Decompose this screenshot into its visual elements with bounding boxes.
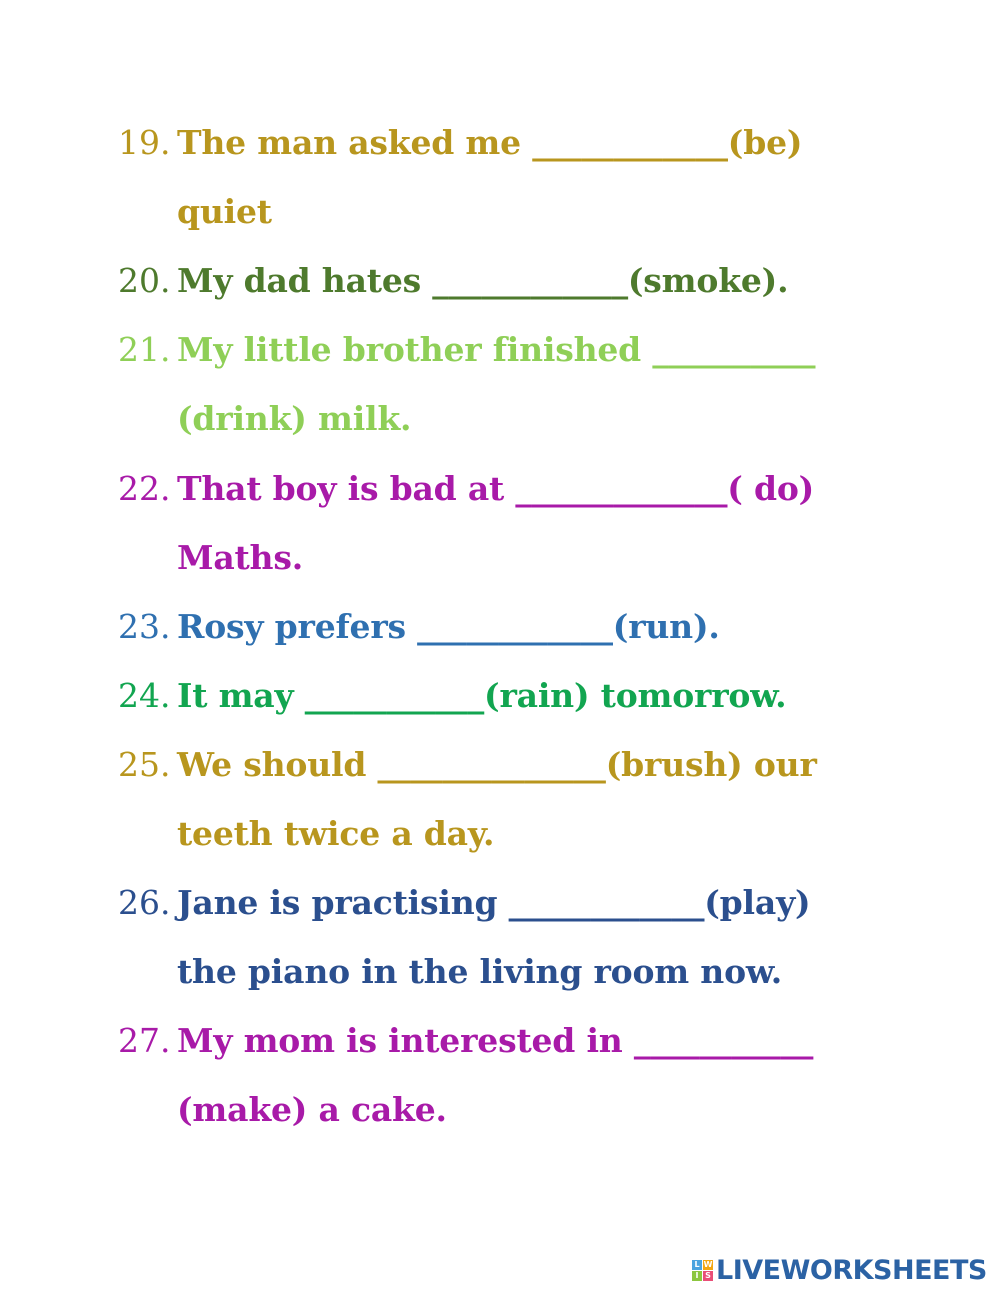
item-number: 22. (118, 469, 171, 508)
item-text: That boy is bad at _____________( do) (177, 469, 815, 508)
item-text: (make) a cake. (177, 1090, 447, 1129)
logo-mark-cell: I (692, 1271, 702, 1281)
logo-text: LIVEWORKSHEETS (716, 1254, 987, 1286)
item-number: 24. (118, 676, 171, 715)
item-text: Rosy prefers ____________(run). (177, 607, 720, 646)
item-number: 19. (118, 123, 171, 162)
logo-mark-cell: S (703, 1271, 713, 1281)
item-number: 27. (118, 1021, 171, 1060)
item-text: My dad hates ____________(smoke). (177, 261, 789, 300)
item-text: We should ______________(brush) our (177, 745, 817, 784)
item-text: (drink) milk. (177, 399, 412, 438)
liveworksheets-logo (692, 1253, 987, 1287)
item-text: It may ___________(rain) tomorrow. (177, 676, 787, 715)
item-text: Jane is practising ____________(play) (177, 883, 811, 922)
item-text: My mom is interested in ___________ (177, 1021, 814, 1060)
item-number: 21. (118, 330, 171, 369)
item-number: 25. (118, 745, 171, 784)
item-text: the piano in the living room now. (177, 952, 783, 991)
item-text: teeth twice a day. (177, 814, 495, 853)
logo-mark-cell: W (703, 1259, 713, 1269)
item-text: The man asked me ____________(be) (177, 123, 803, 162)
item-number: 26. (118, 883, 171, 922)
item-number: 20. (118, 261, 171, 300)
item-text: My little brother finished __________ (177, 330, 816, 369)
logo-mark-icon (692, 1260, 713, 1281)
item-number: 23. (118, 607, 171, 646)
logo-mark-cell: L (692, 1260, 702, 1270)
item-text: Maths. (177, 538, 304, 577)
item-text: quiet (177, 192, 272, 231)
